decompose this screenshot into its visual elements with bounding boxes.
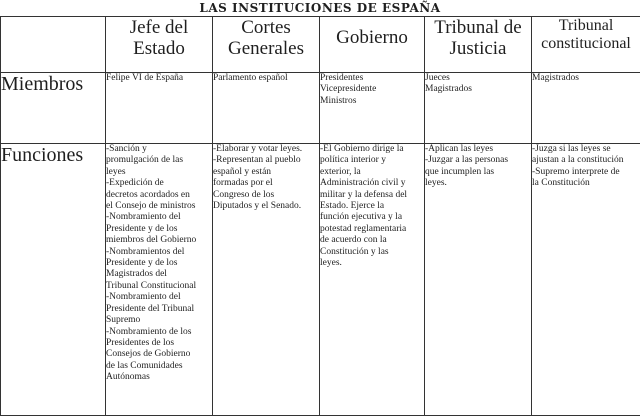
cell-text-line: Ministros <box>320 96 424 107</box>
institutions-table <box>0 16 640 416</box>
cell-text-line: Presidente del Tribunal <box>106 304 212 315</box>
cell-funciones-tribunal-de-justicia <box>425 144 532 416</box>
cell-funciones-jefe-del-estado <box>106 144 213 416</box>
cell-text-line: la Constitución <box>532 178 640 189</box>
row-header-funciones: Funciones <box>1 144 106 416</box>
cell-text-line: -Aplican las leyes <box>425 144 531 155</box>
cell-text-line: leyes. <box>320 258 424 269</box>
cell-text-line: promulgación de las <box>106 155 212 166</box>
cell-text-line: Jueces <box>425 73 531 84</box>
cell-text-line: Magistrados <box>532 73 640 84</box>
cell-funciones-tribunal-constitucional <box>532 144 640 416</box>
cell-text-line: Magistrados del <box>106 269 212 280</box>
cell-text-line: Magistrados <box>425 84 531 95</box>
cell-text-line: política interior y <box>320 155 424 166</box>
column-header-gobierno: Gobierno <box>320 17 425 73</box>
cell-text-line: ajustan a la constitución <box>532 155 640 166</box>
column-header-tribunal-constitucional: Tribunal constitucional <box>532 17 640 73</box>
cell-miembros-cortes-generales <box>213 73 320 144</box>
cell-text-line: función ejecutiva y la <box>320 212 424 223</box>
cell-text-line: -Nombramiento del <box>106 292 212 303</box>
cell-text-line: formadas por el <box>213 178 319 189</box>
cell-text-line: leyes. <box>425 178 531 189</box>
cell-text-line: leyes <box>106 167 212 178</box>
cell-text-line: Estado. Ejerce la <box>320 201 424 212</box>
column-header-cortes-generales: Cortes Generales <box>213 17 320 73</box>
cell-text-line: Administración civil y <box>320 178 424 189</box>
cell-funciones-gobierno <box>320 144 425 416</box>
corner-cell <box>1 17 106 73</box>
cell-text-line: decretos acordados en <box>106 190 212 201</box>
cell-text-line: español y están <box>213 167 319 178</box>
cell-text-line: -Juzgar a las personas <box>425 155 531 166</box>
row-header-miembros: Miembros <box>1 73 106 144</box>
cell-text-line: Parlamento español <box>213 73 319 84</box>
row-miembros <box>1 73 640 144</box>
cell-text-line: Vicepresidente <box>320 84 424 95</box>
cell-text-line: -Nombramiento de los <box>106 327 212 338</box>
column-header-jefe-del-estado: Jefe del Estado <box>106 17 213 73</box>
cell-text-line: -Nombramientos del <box>106 247 212 258</box>
cell-text-line: de acuerdo con la <box>320 235 424 246</box>
cell-text-line: -Sanción y <box>106 144 212 155</box>
cell-text-line: Presidentes <box>320 73 424 84</box>
cell-text-line: Tribunal Constitucional <box>106 281 212 292</box>
cell-text-line: Supremo <box>106 315 212 326</box>
cell-funciones-cortes-generales <box>213 144 320 416</box>
cell-text-line: Presidentes de los <box>106 338 212 349</box>
header-row <box>1 17 640 73</box>
cell-text-line: de las Comunidades <box>106 361 212 372</box>
cell-text-line: Autónomas <box>106 372 212 383</box>
cell-text-line: que incumplen las <box>425 167 531 178</box>
cell-text-line: -Supremo interprete de <box>532 167 640 178</box>
cell-text-line: -Elaborar y votar leyes. <box>213 144 319 155</box>
column-header-tribunal-de-justicia: Tribunal de Justicia <box>425 17 532 73</box>
cell-text-line: -El Gobierno dirige la <box>320 144 424 155</box>
page-title: LAS INSTITUCIONES DE ESPAÑA <box>0 0 640 16</box>
cell-text-line: Consejos de Gobierno <box>106 349 212 360</box>
row-funciones <box>1 144 640 416</box>
cell-text-line: -Juzga si las leyes se <box>532 144 640 155</box>
cell-text-line: Diputados y el Senado. <box>213 201 319 212</box>
cell-text-line: potestad reglamentaria <box>320 224 424 235</box>
cell-text-line: -Nombramiento del <box>106 212 212 223</box>
cell-miembros-gobierno <box>320 73 425 144</box>
cell-text-line: Congreso de los <box>213 190 319 201</box>
cell-miembros-tribunal-constitucional <box>532 73 640 144</box>
cell-text-line: Felipe VI de España <box>106 73 212 84</box>
cell-text-line: miembros del Gobierno <box>106 235 212 246</box>
cell-text-line: -Expedición de <box>106 178 212 189</box>
cell-text-line: militar y la defensa del <box>320 190 424 201</box>
cell-text-line: Presidente y de los <box>106 258 212 269</box>
cell-text-line: Constitución y las <box>320 247 424 258</box>
cell-text-line: Presidente y de los <box>106 224 212 235</box>
cell-miembros-jefe-del-estado <box>106 73 213 144</box>
cell-miembros-tribunal-de-justicia <box>425 73 532 144</box>
cell-text-line: el Consejo de ministros <box>106 201 212 212</box>
cell-text-line: exterior, la <box>320 167 424 178</box>
cell-text-line: -Representan al pueblo <box>213 155 319 166</box>
